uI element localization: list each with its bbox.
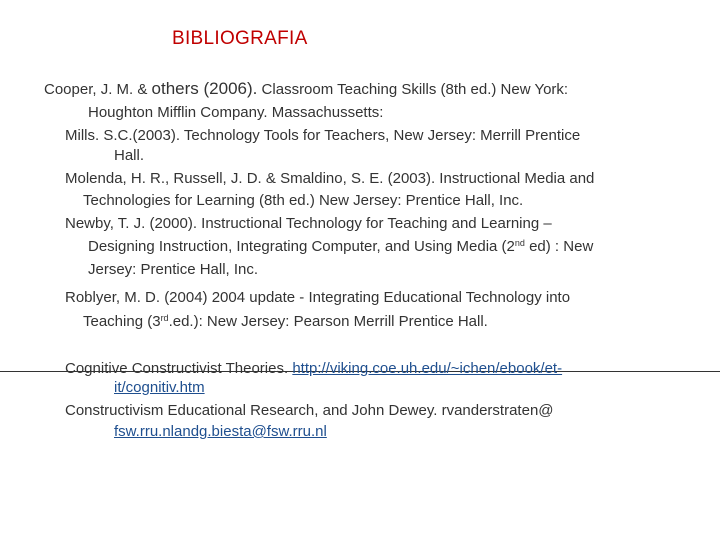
reference-newby-line-1: Newby, T. J. (2000). Instructional Technology for Teaching and Learning – [65, 215, 552, 232]
roblyer-line-2-end: .ed.): New Jersey: Pearson Merrill Prentice Hall. [168, 313, 488, 330]
reference-molenda-line-1: Molenda, H. R., Russell, J. D. & Smaldino, S. E. (2003). Instructional Media and [65, 170, 595, 187]
reference-mills-line-2: Hall. [114, 147, 145, 164]
page-title: BIBLIOGRAFIA [172, 28, 308, 49]
newby-line-2-end: ed) : New [524, 238, 594, 255]
cooper-year: others (2006). [151, 79, 258, 98]
roblyer-line-2-text: Teaching (3 [83, 313, 161, 330]
reference-cooper-line-2: Houghton Mifflin Company. Massachussetts: [88, 104, 384, 121]
newby-line-2-text: Designing Instruction, Integrating Computer, and Using Media (2 [88, 238, 515, 255]
reference-newby-line-3: Jersey: Prentice Hall, Inc. [88, 261, 259, 278]
constructivism-email-link[interactable]: fsw.rru.nlandg.biesta@fsw.rru.nl [114, 423, 327, 440]
cognitive-link-continued[interactable]: it/cognitiv.htm [114, 379, 205, 396]
reference-roblyer-line-1: Roblyer, M. D. (2004) 2004 update - Integrating Educational Technology into [65, 289, 571, 306]
cooper-authors: Cooper, J. M. & [44, 81, 152, 98]
roblyer-ordinal: rd [160, 313, 169, 323]
reference-constructivism-line-2 [114, 423, 327, 441]
reference-mills-line-1: Mills. S.C.(2003). Technology Tools for Teachers, New Jersey: Merrill Prentice [65, 127, 581, 144]
reference-cooper-line-1 [44, 80, 568, 99]
reference-cognitive-line-1 [65, 360, 562, 378]
cooper-title: Classroom Teaching Skills (8th ed.) New York: [257, 81, 569, 98]
cognitive-title: Cognitive Constructivist Theories. [65, 360, 293, 377]
reference-cognitive-line-2 [114, 379, 205, 397]
reference-molenda-line-2: Technologies for Learning (8th ed.) New Jersey: Prentice Hall, Inc. [83, 192, 524, 209]
reference-roblyer-line-2 [83, 313, 488, 331]
cognitive-link[interactable]: http://viking.coe.uh.edu/~ichen/ebook/et- [292, 360, 563, 377]
newby-ordinal: nd [514, 238, 525, 248]
reference-newby-line-2 [88, 238, 593, 256]
reference-constructivism-line-1: Constructivism Educational Research, and John Dewey. rvanderstraten@ [65, 402, 554, 419]
